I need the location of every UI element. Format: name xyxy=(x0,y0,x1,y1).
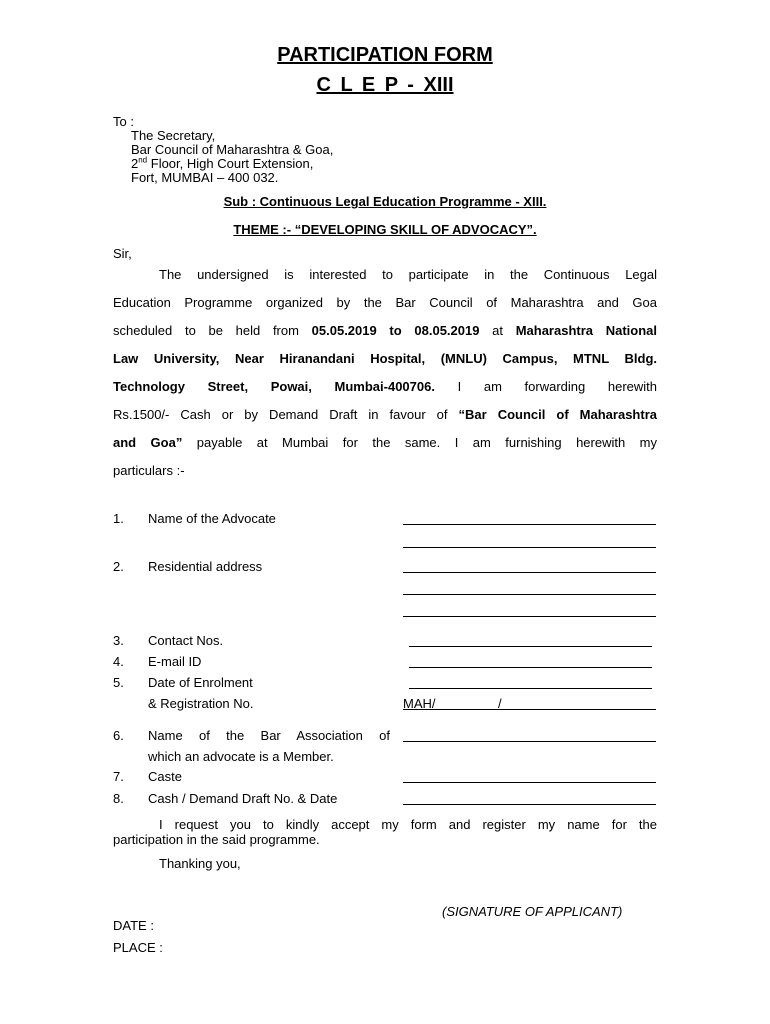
payee-name: “Bar Council of Maharashtra xyxy=(458,407,657,422)
body-line-6 xyxy=(113,401,657,429)
registration-prefix: MAH/ xyxy=(403,696,436,711)
email-blank[interactable] xyxy=(409,667,652,668)
draft-no-blank[interactable] xyxy=(403,804,656,805)
programme-dates: 05.05.2019 to 08.05.2019 xyxy=(311,323,480,338)
body-line-2: Education Programme organized by the Bar Council of Maharashtra and Goa xyxy=(113,295,657,310)
body-text: scheduled to be held from xyxy=(113,323,312,338)
date-label: DATE : xyxy=(113,918,154,933)
field-label-residential-address: Residential address xyxy=(148,559,263,574)
field-label-bar-association: Name of the Bar Association of xyxy=(148,728,390,743)
address-line-4: Fort, MUMBAI – 400 032. xyxy=(131,170,279,185)
field-label-registration-no: & Registration No. xyxy=(148,696,254,711)
signature-label: (SIGNATURE OF APPLICANT) xyxy=(442,904,623,919)
field-label-caste: Caste xyxy=(148,769,182,784)
field-label-email: E-mail ID xyxy=(148,654,202,669)
body-text: I am forwarding herewith xyxy=(434,379,658,394)
field-number: 2. xyxy=(113,559,124,574)
venue-name: Maharashtra National xyxy=(515,323,657,338)
residential-address-blank-3[interactable] xyxy=(403,616,656,617)
body-text: Rs.1500/- Cash or by Demand Draft in favour of xyxy=(113,407,459,422)
field-label-contact: Contact Nos. xyxy=(148,633,224,648)
subject-line: Sub : Continuous Legal Education Programme - XIII. xyxy=(223,194,547,209)
thanks: Thanking you, xyxy=(159,856,241,871)
body-line-7 xyxy=(113,429,657,457)
address-floor-text: Floor, High Court Extension, xyxy=(147,156,314,171)
body-line-1: The undersigned is interested to participate in the Continuous Legal xyxy=(159,267,657,282)
registration-blank[interactable] xyxy=(403,709,656,710)
field-label-enrolment-date: Date of Enrolment xyxy=(148,675,253,690)
address-floor-suffix: nd xyxy=(138,155,148,165)
body-line-3 xyxy=(113,317,657,345)
advocate-name-blank[interactable] xyxy=(403,524,656,525)
payee-name-end: and Goa” xyxy=(113,435,183,450)
body-line-8: particulars :- xyxy=(113,463,185,478)
place-label: PLACE : xyxy=(113,940,163,955)
field-number: 3. xyxy=(113,633,124,648)
field-number: 4. xyxy=(113,654,124,669)
enrolment-date-blank[interactable] xyxy=(409,688,652,689)
address-floor-number: 2 xyxy=(131,156,139,171)
body-text: payable at Mumbai for the same. I am furnishing herewith my xyxy=(182,435,657,450)
field-number: 8. xyxy=(113,791,124,806)
field-label-draft-no: Cash / Demand Draft No. & Date xyxy=(148,791,338,806)
form-title: PARTICIPATION FORM xyxy=(277,44,493,66)
advocate-name-blank-2[interactable] xyxy=(403,547,656,548)
field-number: 6. xyxy=(113,728,124,743)
venue-address: Technology Street, Powai, Mumbai-400706. xyxy=(113,379,435,394)
theme-line: THEME :- “DEVELOPING SKILL OF ADVOCACY”. xyxy=(233,222,537,237)
contact-blank[interactable] xyxy=(409,646,652,647)
residential-address-blank-2[interactable] xyxy=(403,594,656,595)
bar-association-blank[interactable] xyxy=(403,741,656,742)
field-number: 1. xyxy=(113,511,124,526)
field-label-bar-association-cont: which an advocate is a Member. xyxy=(148,749,334,764)
registration-separator: / xyxy=(498,696,502,711)
address-line-1: The Secretary, xyxy=(131,128,216,143)
address-to: To : xyxy=(113,114,134,129)
address-line-3 xyxy=(131,156,313,171)
caste-blank[interactable] xyxy=(403,782,656,783)
field-label-advocate-name: Name of the Advocate xyxy=(148,511,276,526)
residential-address-blank-1[interactable] xyxy=(403,572,656,573)
form-subtitle: C L E P - XIII xyxy=(316,74,454,96)
body-line-4: Law University, Near Hiranandani Hospital, (MNLU) Campus, MTNL Bldg. xyxy=(113,351,657,366)
address-line-2: Bar Council of Maharashtra & Goa, xyxy=(131,142,334,157)
body-line-5 xyxy=(113,373,657,401)
request-line-2: participation in the said programme. xyxy=(113,832,320,847)
request-line-1: I request you to kindly accept my form and register my name for the xyxy=(159,817,657,832)
salutation: Sir, xyxy=(113,246,132,261)
field-number: 7. xyxy=(113,769,124,784)
field-number: 5. xyxy=(113,675,124,690)
body-text: at xyxy=(479,323,516,338)
